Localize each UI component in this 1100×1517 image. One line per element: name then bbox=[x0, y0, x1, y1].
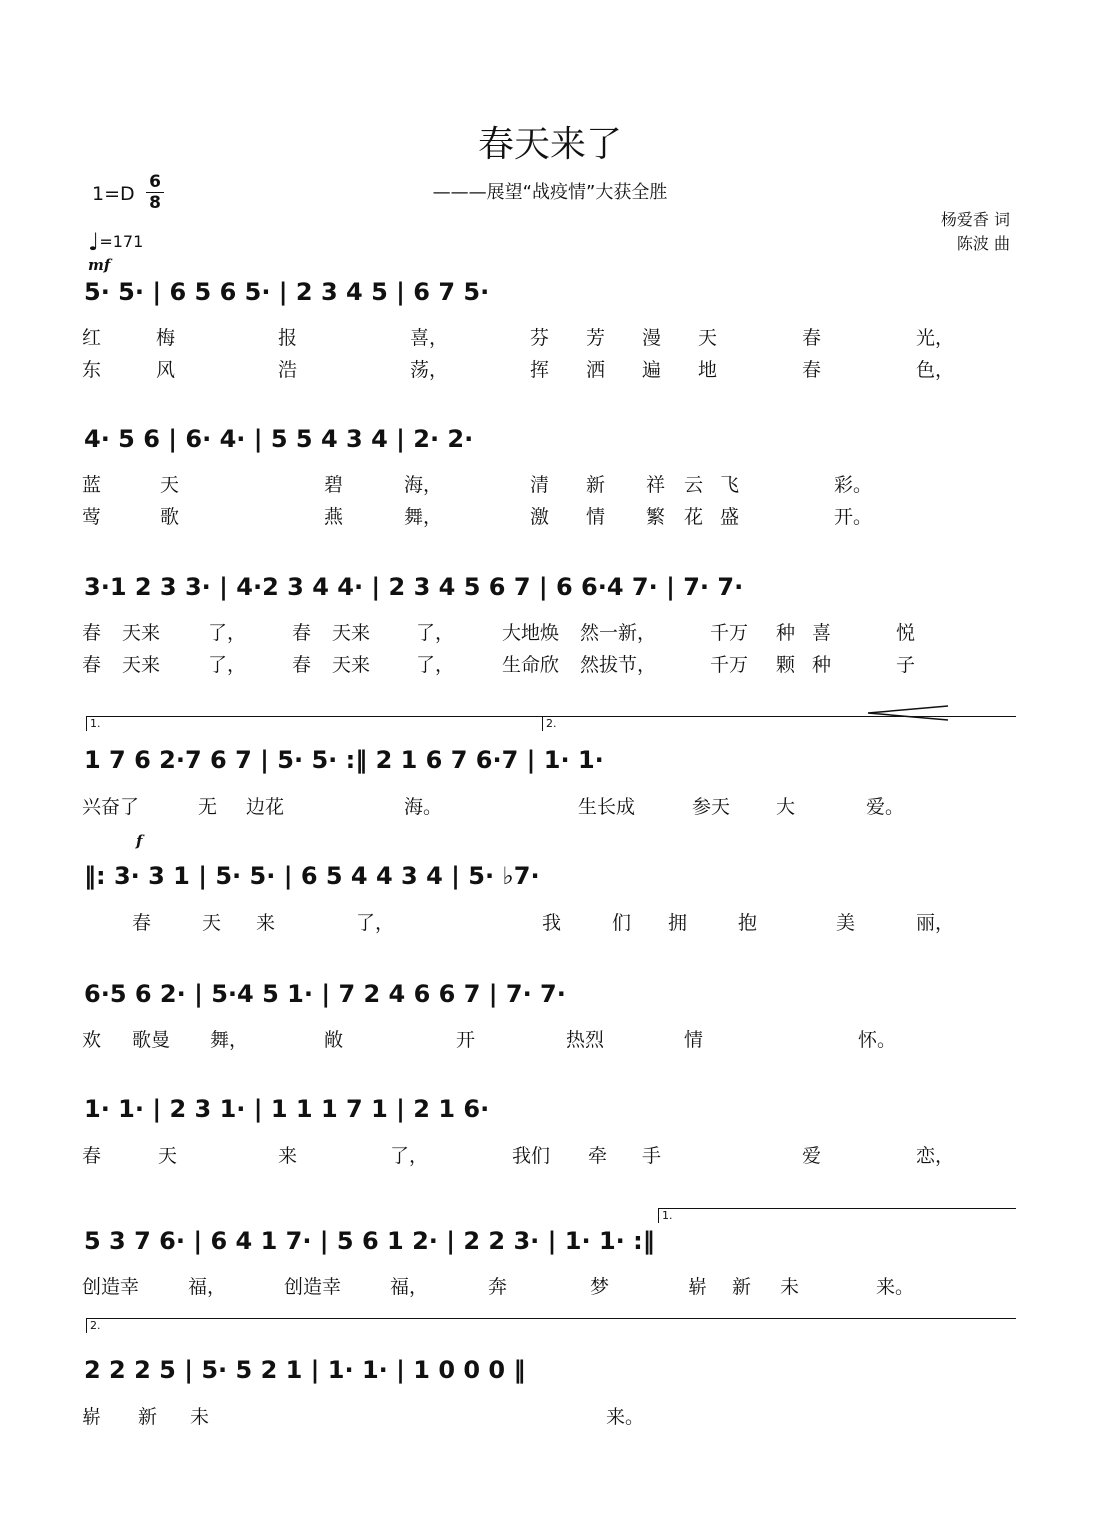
crescendo-hairpin bbox=[866, 704, 950, 722]
lyric: 彩。 bbox=[834, 474, 873, 496]
lyric: 了， bbox=[416, 622, 455, 644]
lyric: 来。 bbox=[876, 1276, 915, 1298]
lyric: 们 bbox=[612, 912, 632, 934]
lyric: 春 bbox=[132, 912, 152, 934]
lyric: 云 bbox=[684, 474, 704, 496]
lyric: 创造幸 bbox=[284, 1276, 342, 1298]
lyric: 新 bbox=[586, 474, 606, 496]
lyric: 我们 bbox=[512, 1145, 551, 1167]
dynamic-f: f bbox=[136, 832, 143, 850]
second-ending-bracket: 2. bbox=[86, 1318, 1016, 1333]
staff-notes: 1 7 6 2·7 6 7 | 5· 5· :‖ 2 1 6 7 6·7 | 1· 1· bbox=[84, 746, 604, 774]
lyric: 春 bbox=[292, 622, 312, 644]
lyric: 爱 bbox=[802, 1145, 822, 1167]
lyric: 大 bbox=[776, 796, 796, 818]
lyric: 创造幸 bbox=[82, 1276, 140, 1298]
lyric: 芳 bbox=[586, 327, 606, 349]
lyric: 无 bbox=[198, 796, 218, 818]
lyric: 福， bbox=[188, 1276, 227, 1298]
lyric: 莺 bbox=[82, 506, 102, 528]
lyric: 激 bbox=[530, 506, 550, 528]
lyric: 蓝 bbox=[82, 474, 102, 496]
lyric: 繁 bbox=[646, 506, 666, 528]
lyric: 天来 bbox=[332, 622, 371, 644]
lyrics-verse-1 bbox=[0, 323, 1100, 349]
lyric: 子 bbox=[896, 654, 916, 676]
lyric: 洒 bbox=[586, 359, 606, 381]
lyric: 天 bbox=[202, 912, 222, 934]
lyric: 天来 bbox=[122, 654, 161, 676]
lyric: 我 bbox=[542, 912, 562, 934]
lyric: 报 bbox=[278, 327, 298, 349]
lyric: 碧 bbox=[324, 474, 344, 496]
lyric: 风 bbox=[156, 359, 176, 381]
lyric: 颗 bbox=[776, 654, 796, 676]
lyric: 天来 bbox=[122, 622, 161, 644]
lyric: 浩 bbox=[278, 359, 298, 381]
lyric: 爱。 bbox=[866, 796, 905, 818]
lyric: 梦 bbox=[590, 1276, 610, 1298]
lyric: 开。 bbox=[834, 506, 873, 528]
lyric: 东 bbox=[82, 359, 102, 381]
lyric: 色， bbox=[916, 359, 955, 381]
lyric: 抱 bbox=[738, 912, 758, 934]
lyric: 舞， bbox=[210, 1029, 249, 1051]
staff-notes: 3·1 2 3 3· | 4·2 3 4 4· | 2 3 4 5 6 7 | 6 6·4 7· | 7· 7· bbox=[84, 573, 744, 601]
lyric: 歌曼 bbox=[132, 1029, 171, 1051]
lyrics-verse-2 bbox=[0, 355, 1100, 381]
lyrics-verse-1 bbox=[0, 618, 1100, 644]
song-subtitle: ———展望“战疫情”大获全胜 bbox=[432, 182, 668, 203]
credits bbox=[941, 208, 1010, 256]
lyric: 参天 bbox=[692, 796, 731, 818]
lyrics-verse-1 bbox=[0, 1402, 1100, 1428]
staff-notes: ‖: 3· 3 1 | 5· 5· | 6 5 4 4 3 4 | 5· ♭7· bbox=[84, 862, 540, 890]
lyric: 拥 bbox=[668, 912, 688, 934]
lyric: 来。 bbox=[606, 1406, 645, 1428]
lyric: 春 bbox=[82, 622, 102, 644]
lyric: 情 bbox=[684, 1029, 704, 1051]
lyric: 挥 bbox=[530, 359, 550, 381]
lyric: 天 bbox=[698, 327, 718, 349]
lyric: 遍 bbox=[642, 359, 662, 381]
lyric: 来 bbox=[278, 1145, 298, 1167]
lyric: 大地焕 bbox=[502, 622, 560, 644]
time-signature bbox=[146, 172, 164, 213]
lyric: 福， bbox=[390, 1276, 429, 1298]
quarter-note-icon: ♩ bbox=[88, 228, 100, 256]
lyrics-verse-1 bbox=[0, 792, 1100, 818]
lyric: 未 bbox=[190, 1406, 210, 1428]
lyric: 恋， bbox=[916, 1145, 955, 1167]
lyric: 荡， bbox=[410, 359, 449, 381]
lyric: 春 bbox=[82, 654, 102, 676]
lyrics-verse-1 bbox=[0, 908, 1100, 934]
lyric: 未 bbox=[780, 1276, 800, 1298]
lyric: 牵 bbox=[588, 1145, 608, 1167]
lyric: 热烈 bbox=[566, 1029, 605, 1051]
lyric: 崭 bbox=[82, 1406, 102, 1428]
staff-notes: 4· 5 6 | 6· 4· | 5 5 4 3 4 | 2· 2· bbox=[84, 425, 474, 453]
lyric: 春 bbox=[802, 359, 822, 381]
lyrics-verse-1 bbox=[0, 1272, 1100, 1298]
lyric: 怀。 bbox=[858, 1029, 897, 1051]
song-title: 春天来了 bbox=[477, 124, 622, 165]
lyric: 奔 bbox=[488, 1276, 508, 1298]
lyric: 喜 bbox=[812, 622, 832, 644]
lyric: 情 bbox=[586, 506, 606, 528]
lyric: 千万 bbox=[710, 654, 749, 676]
staff-notes: 6·5 6 2· | 5·4 5 1· | 7 2 4 6 6 7 | 7· 7· bbox=[84, 980, 566, 1008]
second-ending-bracket: 2. bbox=[542, 716, 1016, 731]
lyric: 春 bbox=[802, 327, 822, 349]
lyric: 然拔节， bbox=[580, 654, 657, 676]
lyric: 舞， bbox=[404, 506, 443, 528]
lyric: 漫 bbox=[642, 327, 662, 349]
first-ending-bracket: 1. bbox=[86, 716, 542, 731]
lyric: 燕 bbox=[324, 506, 344, 528]
lyric: 欢 bbox=[82, 1029, 102, 1051]
lyric: 梅 bbox=[156, 327, 176, 349]
lyric: 祥 bbox=[646, 474, 666, 496]
lyric: 美 bbox=[836, 912, 856, 934]
lyrics-verse-2 bbox=[0, 650, 1100, 676]
lyric: 了， bbox=[390, 1145, 429, 1167]
lyric: 种 bbox=[776, 622, 796, 644]
lyric: 歌 bbox=[160, 506, 180, 528]
lyric: 光， bbox=[916, 327, 955, 349]
lyric: 天来 bbox=[332, 654, 371, 676]
lyric: 清 bbox=[530, 474, 550, 496]
lyric: 了， bbox=[208, 622, 247, 644]
tempo-value: =171 bbox=[99, 232, 144, 251]
lyric: 悦 bbox=[896, 622, 916, 644]
lyric: 新 bbox=[138, 1406, 158, 1428]
meter-bottom: 8 bbox=[149, 193, 161, 213]
lyric: 春 bbox=[82, 1145, 102, 1167]
lyric: 了， bbox=[416, 654, 455, 676]
lyric: 春 bbox=[292, 654, 312, 676]
lyric: 种 bbox=[812, 654, 832, 676]
composer: 陈波 曲 bbox=[956, 234, 1010, 253]
meter-top: 6 bbox=[149, 172, 161, 192]
lyric: 新 bbox=[732, 1276, 752, 1298]
staff-notes: 2 2 2 5 | 5· 5 2 1 | 1· 1· | 1 0 0 0 ‖ bbox=[84, 1356, 526, 1384]
key-signature: 1=D bbox=[92, 183, 135, 205]
lyric: 千万 bbox=[710, 622, 749, 644]
lyric: 天 bbox=[158, 1145, 178, 1167]
lyric: 然一新， bbox=[580, 622, 657, 644]
staff-notes: 5 3 7 6· | 6 4 1 7· | 5 6 1 2· | 2 2 3· | 1· 1· :‖ bbox=[84, 1227, 655, 1255]
lyric: 崭 bbox=[688, 1276, 708, 1298]
lyric: 盛 bbox=[720, 506, 740, 528]
lyric: 生命欣 bbox=[502, 654, 560, 676]
lyrics-verse-1 bbox=[0, 1025, 1100, 1051]
lyric: 芬 bbox=[530, 327, 550, 349]
lyric: 手 bbox=[642, 1145, 662, 1167]
staff-notes: 1· 1· | 2 3 1· | 1 1 1 7 1 | 2 1 6· bbox=[84, 1095, 490, 1123]
lyric: 了， bbox=[356, 912, 395, 934]
lyric: 敞 bbox=[324, 1029, 344, 1051]
lyricist: 杨爱香 词 bbox=[940, 210, 1010, 229]
lyric: 红 bbox=[82, 327, 102, 349]
lyrics-verse-1 bbox=[0, 470, 1100, 496]
lyric: 天 bbox=[160, 474, 180, 496]
lyric: 开 bbox=[456, 1029, 476, 1051]
lyric: 兴奋了 bbox=[82, 796, 140, 818]
dynamic-mf: mf bbox=[88, 256, 111, 274]
lyric: 花 bbox=[684, 506, 704, 528]
lyric: 地 bbox=[698, 359, 718, 381]
lyric: 了， bbox=[208, 654, 247, 676]
lyric: 喜， bbox=[410, 327, 449, 349]
lyric: 边花 bbox=[246, 796, 285, 818]
lyrics-verse-1 bbox=[0, 1141, 1100, 1167]
lyric: 丽， bbox=[916, 912, 955, 934]
lyric: 海。 bbox=[404, 796, 443, 818]
staff-notes: 5· 5· | 6 5 6 5· | 2 3 4 5 | 6 7 5· bbox=[84, 278, 490, 306]
lyric: 海， bbox=[404, 474, 443, 496]
first-ending-bracket: 1. bbox=[658, 1208, 1016, 1223]
lyric: 来 bbox=[256, 912, 276, 934]
lyrics-verse-2 bbox=[0, 502, 1100, 528]
tempo-marking bbox=[88, 228, 143, 256]
lyric: 生长成 bbox=[578, 796, 636, 818]
lyric: 飞 bbox=[720, 474, 740, 496]
